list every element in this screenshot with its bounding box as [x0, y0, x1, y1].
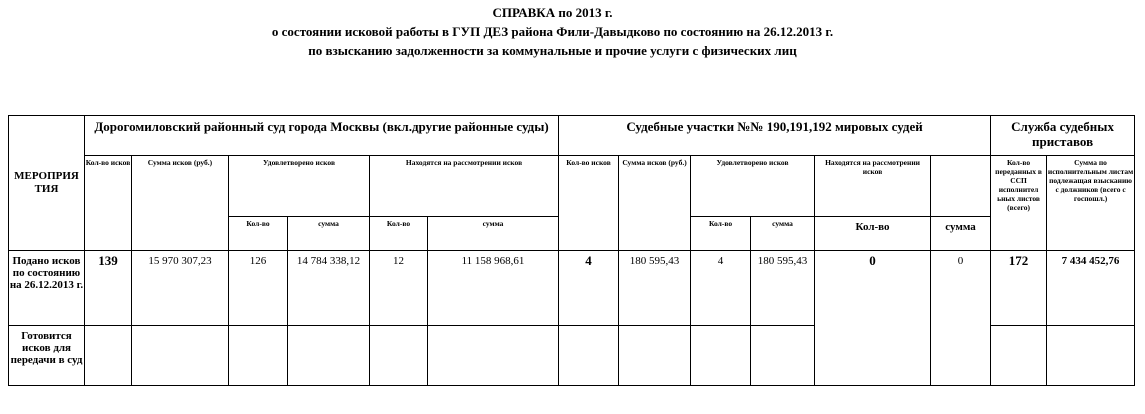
report-title: СПРАВКА по 2013 г. [492, 5, 613, 20]
court1-satisfied-sum-empty [288, 326, 370, 386]
court1-pending-sum-header: сумма [428, 217, 559, 251]
row-label-preparing: Готовится исков для передачи в суд [9, 326, 85, 386]
magistrate-court-header: Судебные участки №№ 190,191,192 мировых судей [559, 116, 991, 156]
court1-satisfied-sum-value: 14 784 338,12 [288, 251, 370, 326]
ssp-sum-value: 7 434 452,76 [1047, 251, 1135, 326]
ssp-count-value: 172 [991, 251, 1047, 326]
court2-satisfied-sum-value: 180 595,43 [751, 251, 815, 326]
court1-satisfied-count-header: Кол-во [229, 217, 288, 251]
report-subtitle-2: по взысканию задолженности за коммунальные и прочие услуги с физических лиц [308, 43, 797, 58]
ssp-count-header: Кол-во переданных в ССП исполнител ьных листов (всего) [991, 156, 1047, 251]
ssp-sum-header: Сумма по исполнительным листам подлежащая взысканию с должников (всего с госпошл.) [1047, 156, 1135, 251]
court2-pending-sum-value: 0 [931, 251, 991, 386]
court2-satisfied-count-empty [691, 326, 751, 386]
court2-sum-value: 180 595,43 [619, 251, 691, 326]
district-court-header: Дорогомиловский районный суд города Москвы (вкл.другие районные суды) [85, 116, 559, 156]
court2-satisfied-sum-header: сумма [751, 217, 815, 251]
court1-satisfied-sum-header: сумма [288, 217, 370, 251]
court1-pending-count-empty [370, 326, 428, 386]
court1-count-header: Кол-во исков [85, 156, 132, 251]
court1-count-empty [85, 326, 132, 386]
court2-pending-header: Находятся на рассмотрении исков [815, 156, 931, 217]
court1-satisfied-header: Удовлетворено исков [229, 156, 370, 217]
court2-sum-header: Сумма исков (руб.) [619, 156, 691, 251]
court2-pending-sum-header: сумма [931, 217, 991, 251]
court2-count-header: Кол-во исков [559, 156, 619, 251]
court1-satisfied-count-value: 126 [229, 251, 288, 326]
court2-sum-empty [619, 326, 691, 386]
report-subtitle: о состоянии исковой работы в ГУП ДЕЗ района Фили-Давыдково по состоянию на 26.12.2013 г. [271, 24, 834, 39]
court1-sum-header: Сумма исков (руб.) [132, 156, 229, 251]
court2-satisfied-header: Удовлетворено исков [691, 156, 815, 217]
court2-pending-count-header: Кол-во [815, 217, 931, 251]
court2-satisfied-count-value: 4 [691, 251, 751, 326]
bailiff-service-header: Служба судебных приставов [991, 116, 1135, 156]
court2-satisfied-count-header: Кол-во [691, 217, 751, 251]
court1-sum-value: 15 970 307,23 [132, 251, 229, 326]
ssp-count-empty [991, 326, 1047, 386]
court2-count-value: 4 [559, 251, 619, 326]
court1-pending-count-value: 12 [370, 251, 428, 326]
court1-pending-sum-empty [428, 326, 559, 386]
claims-table [8, 115, 1135, 386]
court1-count-value: 139 [85, 251, 132, 326]
court2-count-empty [559, 326, 619, 386]
court2-satisfied-sum-empty [751, 326, 815, 386]
court1-satisfied-count-empty [229, 326, 288, 386]
ssp-sum-empty [1047, 326, 1135, 386]
court1-pending-count-header: Кол-во [370, 217, 428, 251]
court1-sum-empty [132, 326, 229, 386]
court1-pending-header: Находятся на рассмотрении исков [370, 156, 559, 217]
court1-pending-sum-value: 11 158 968,61 [428, 251, 559, 326]
row-label-filed: Подано исков по состоянию на 26.12.2013 г. [9, 251, 85, 326]
court2-pending-count-value: 0 [815, 251, 931, 386]
events-column-header: МЕРОПРИЯ ТИЯ [9, 116, 85, 251]
court2-pending-blank [931, 156, 991, 217]
